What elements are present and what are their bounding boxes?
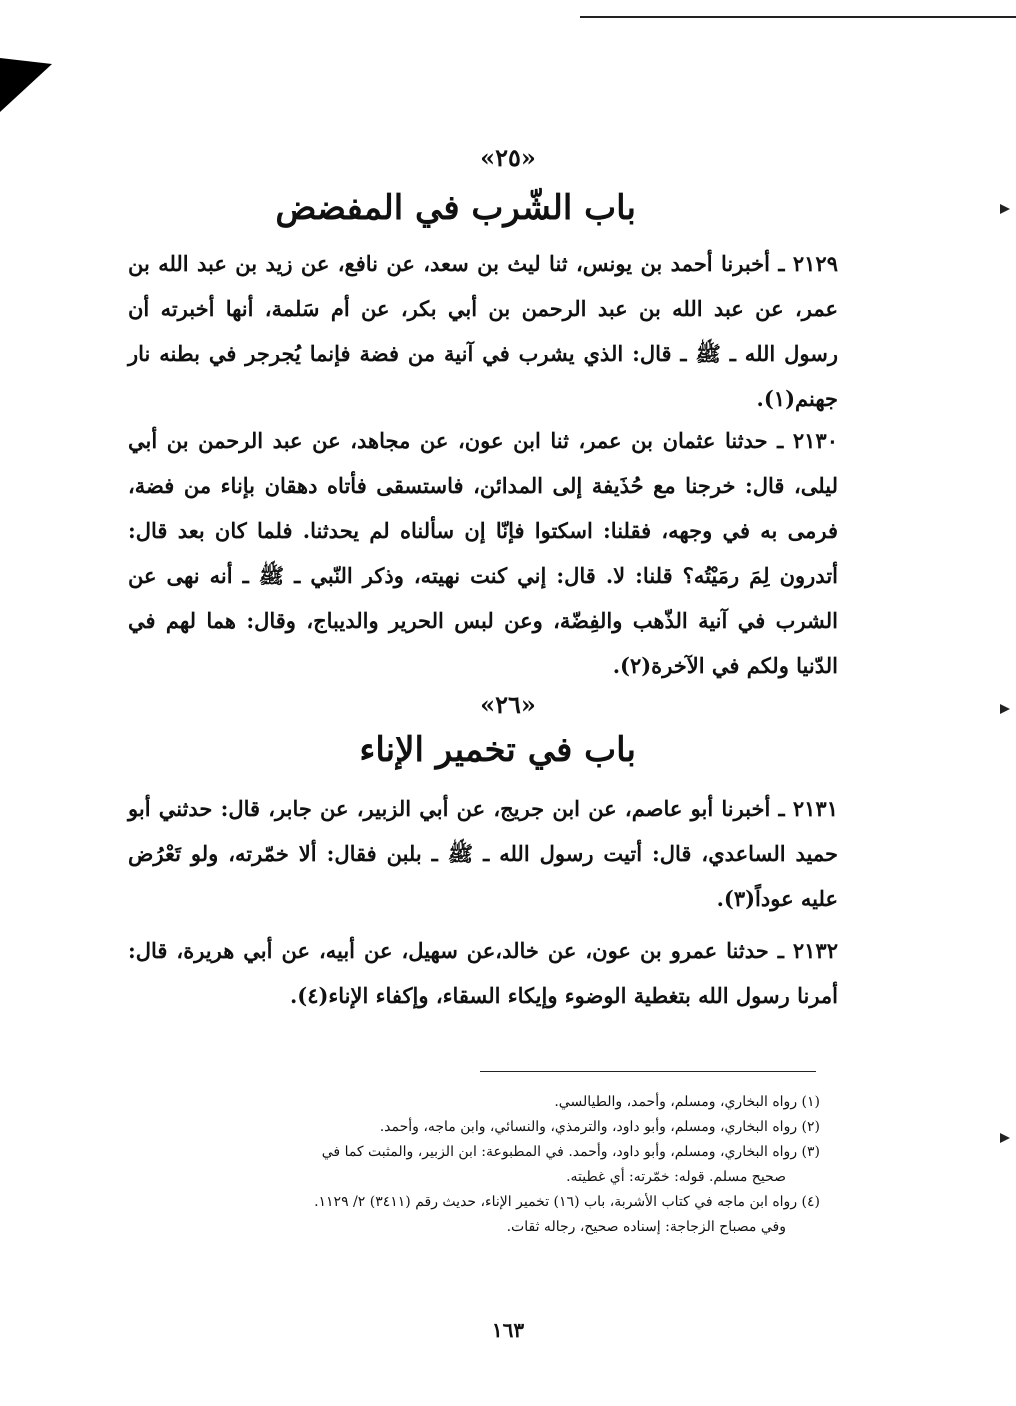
footnote: (٢) رواه البخاري، ومسلم، وأبو داود، والترمذي، والنسائي، وابن ماجه، وأحمد.	[379, 1119, 820, 1135]
page-number: ١٦٣	[491, 1318, 525, 1342]
footnote-continuation: وفي مصباح الزجاجة: إسناده صحيح، رجاله ثقات.	[506, 1219, 786, 1235]
margin-tick-mark	[1000, 204, 1010, 214]
top-rule	[580, 16, 1016, 18]
chapter-number: «٢٦»	[480, 690, 536, 719]
footnote-continuation: صحيح مسلم. قوله: خمّرته: أي غطيته.	[566, 1169, 786, 1185]
hadith-paragraph: ٢١٣١ ـ أخبرنا أبو عاصم، عن ابن جريج، عن أبي الزبير، عن جابر، قال: حدثني أبو حميد الساعدي، قال: أتيت رسول الله ـ ﷺ ـ بلبن فقال: ألا خمّرته، ولو تَعْرُض عليه عوداً(٣).	[128, 796, 838, 911]
hadith-paragraph: ٢١٣٠ ـ حدثنا عثمان بن عمر، ثنا ابن عون، عن مجاهد، عن عبد الرحمن بن أبي ليلى، قال: خرجنا مع حُذَيفة إلى المدائن، فاستسقى فأتاه دهقان بإناء من فضة، فرمى به في وجهه، فقلنا: اسكتوا فإنّا إن سألناه لم يحدثنا. فلما كان بعد قال: أتدرون لِمَ رمَيْتُه؟ قلنا: لا. قال: إني كنت نهيته، وذكر النّبي ـ ﷺ ـ أنه نهى عن الشرب في آنية الذّهب والفِضّة، وعن لبس الحرير والديباج، وقال: هما لهم في الدّنيا ولكم في الآخرة(٢).	[128, 428, 838, 678]
chapter-number: «٢٥»	[480, 143, 536, 172]
footnotes	[118, 1090, 820, 1240]
margin-tick-mark	[1000, 1133, 1010, 1143]
margin-tick-mark	[1000, 704, 1010, 714]
hadith-paragraph: ٢١٣٢ ـ حدثنا عمرو بن عون، عن خالد،عن سهيل، عن أبيه، عن أبي هريرة، قال: أمرنا رسول الله بتغطية الوضوء وإيكاء السقاء، وإكفاء الإناء(٤).	[128, 938, 838, 1008]
footnote: (٤) رواه ابن ماجه في كتاب الأشربة، باب (١٦) تخمير الإناء، حديث رقم (٣٤١١) ٢/ ١١٢٩.	[314, 1194, 820, 1210]
footnote-separator	[480, 1071, 816, 1072]
footnote: (٣) رواه البخاري، ومسلم، وأبو داود، وأحمد. في المطبوعة: ابن الزبير، والمثبت كما في	[321, 1144, 820, 1160]
chapter-title: باب الشّرب في المفضض	[275, 188, 636, 228]
corner-tab-mark	[0, 58, 52, 112]
chapter-title: باب في تخمير الإناء	[359, 730, 636, 770]
footnote: (١) رواه البخاري، ومسلم، وأحمد، والطيالسي.	[554, 1094, 820, 1110]
hadith-paragraph: ٢١٢٩ ـ أخبرنا أحمد بن يونس، ثنا ليث بن سعد، عن نافع، عن زيد بن عبد الله بن عمر، عن عبد الله بن عبد الرحمن بن أبي بكر، عن أم سَلمة، أنها أخبرته أن رسول الله ـ ﷺ ـ قال: الذي يشرب في آنية من فضة فإنما يُجرجر في بطنه نار جهنم(١).	[128, 251, 838, 411]
